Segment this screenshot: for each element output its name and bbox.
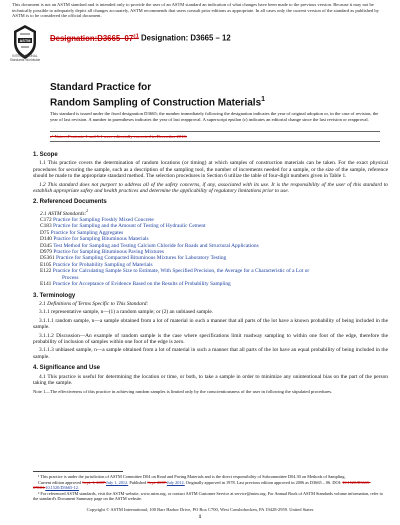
reference-item[interactable]: D75 Practice for Sampling Aggregates — [40, 229, 124, 236]
paragraph: 3.1.1.2 Discussion—An example of random sample is the case where specifications limit roadway sampling to within one foot of the edge, therefore the probability of inclusion of samples within one foot of the edge is zero. — [33, 332, 388, 345]
logo-caption: INTERNATIONAL Standards Worldwide — [9, 54, 41, 62]
reference-item[interactable]: C172 Practice for Sampling Freshly Mixed Concrete — [40, 217, 154, 224]
footnotes — [33, 474, 388, 502]
svg-text:ASTM: ASTM — [19, 38, 31, 44]
section-heading: 1. Scope — [33, 152, 58, 158]
copyright-line: Copyright © ASTM International, 100 Barr Harbor Drive, PO Box C700, West Conshohocken, PA 19428-2959. United States — [86, 507, 314, 512]
divider — [50, 141, 380, 142]
paragraph: 3.1.1 representative sample, n—(1) a random sample; or (2) an unbiased sample. — [39, 309, 214, 316]
divider — [50, 131, 380, 132]
reference-item[interactable]: D5361 Practice for Sampling Compacted Bituminous Mixtures for Laboratory Testing — [40, 255, 227, 262]
section-heading: 2. Referenced Documents — [33, 199, 107, 206]
document-title: Standard Practice for Random Sampling of Construction Materials$^1$ — [50, 82, 266, 109]
reference-item[interactable]: C183 Practice for Sampling and the Amount of Testing of Hydraulic Cement — [40, 223, 206, 230]
new-designation: Designation: D3665 – 12 — [141, 33, 231, 43]
paragraph: 3.1.1.3 unbiased sample, n—a sample obtained from a lot of material in such a manner that all parts of the lot have an equal probability of being included in the sample. — [33, 347, 388, 360]
reference-subheading: 2.1 ASTM Standards:$^2$ — [40, 208, 89, 217]
revision-notice: This document is not an ASTM standard and is intended only to provide the user of an ASTM standard an indication of what changes have been made to the previous version. Because it may not be technically possible to adequately depict all changes accurately, ASTM recommends that users consult prior editions as appropriate. In all cases only the current version of the standard as published by ASTM is to be considered the official document. — [12, 2, 379, 19]
paragraph: 1.2 This standard does not purport to address all of the safety concerns, if any, associated with its use. It is the responsibility of the user of this standard to establish appropriate safety and health practices and determine the applicability of regulatory limitations prior to use. — [33, 181, 388, 195]
note: Note 1—The effectiveness of this practice in achieving random samples is limited only by the conscientiousness of the user in following the stipulated procedures. — [33, 389, 333, 395]
page-number: 1 — [198, 515, 202, 520]
reference-list — [33, 208, 388, 288]
paragraph: 4.1 This practice is useful for determining the location or time, or both, to take a sample in order to minimize any unintentional bias on the part of the person taking the sample. — [33, 373, 388, 386]
paragraph: 3.1.1.1 random sample, n—a sample obtained from a lot of material in such a manner that all parts of the lot have a known probability of being included in the sample. — [33, 317, 388, 331]
old-designation: $Designation:D3665-07^{\varepsilon 1}$ — [50, 33, 139, 43]
footnote-divider — [33, 471, 123, 472]
section-heading: 4. Significance and Use — [33, 365, 101, 372]
footnote: Current edition approved Sept. 1, 2007.July 1, 2012. Published Sept. 2007.July 2012. Originally approved in 1978. Last previous edition approved in 2006 as D3665 – 06. DOI: 10.1520/D3665-07E01.10.1520/D3665-12. — [33, 480, 371, 491]
section-heading: 3. Terminology — [33, 292, 76, 299]
reference-item[interactable]: E141 Practice for Acceptance of Evidence Based on the Results of Probability Sampling — [40, 281, 231, 288]
reference-item[interactable]: E122 Practice for Calculating Sample Size to Estimate, With Specified Precision, the Average for a Characteristic of a Lot or Process — [40, 268, 310, 281]
designation-line — [50, 33, 390, 43]
issue-note: This standard is issued under the fixed designation D3665; the number immediately following the designation indicates the year of original adoption or, in the case of revision, the year of last revision. A number in parentheses indicates the year of last reapproval. A superscript epsilon (ε) indicates an editorial change since the last revision or reapproval. — [50, 111, 379, 122]
epsilon-note: ε¹ Note—Footnote 1 and 5.1 were editorially corrected in December 2010. — [50, 134, 187, 139]
paragraph: 1.1 This practice covers the determination of random locations (or timing) at which samples of construction materials can be taken. For the exact physical procedures for securing the sample, such as a description of the sampling tool, the number of increments needed for a sample, or the size of the sample, reference should be made to the appropriate standard method. The selection procedures in Section 6 utilize the table of four-digit numbers given in Table 1. — [33, 160, 388, 180]
reference-item[interactable]: E105 Practice for Probability Sampling of Materials — [40, 261, 153, 268]
document-body — [33, 147, 388, 395]
paragraph: 3.1 Definitions of Terms Specific to This Standard: — [39, 300, 149, 307]
reference-item[interactable]: D140 Practice for Sampling Bituminous Materials — [40, 236, 149, 243]
reference-item[interactable]: D979 Practice for Sampling Bituminous Paving Mixtures — [40, 249, 164, 256]
footnote: ² For referenced ASTM standards, visit the ASTM website, www.astm.org, or contact ASTM Customer Service at service@astm.org. For Annual Book of ASTM Standards volume information, refer to the standard's Document Summary page on the ASTM website. — [33, 491, 383, 502]
reference-item[interactable]: D345 Test Method for Sampling and Testing Calcium Chloride for Roads and Structural Applications — [40, 242, 259, 249]
footnote: ¹ This practice is under the jurisdiction of ASTM Committee D04 on Road and Paving Materials and is the direct responsibility of Subcommittee D04.30 on Methods of Sampling. — [38, 474, 346, 479]
